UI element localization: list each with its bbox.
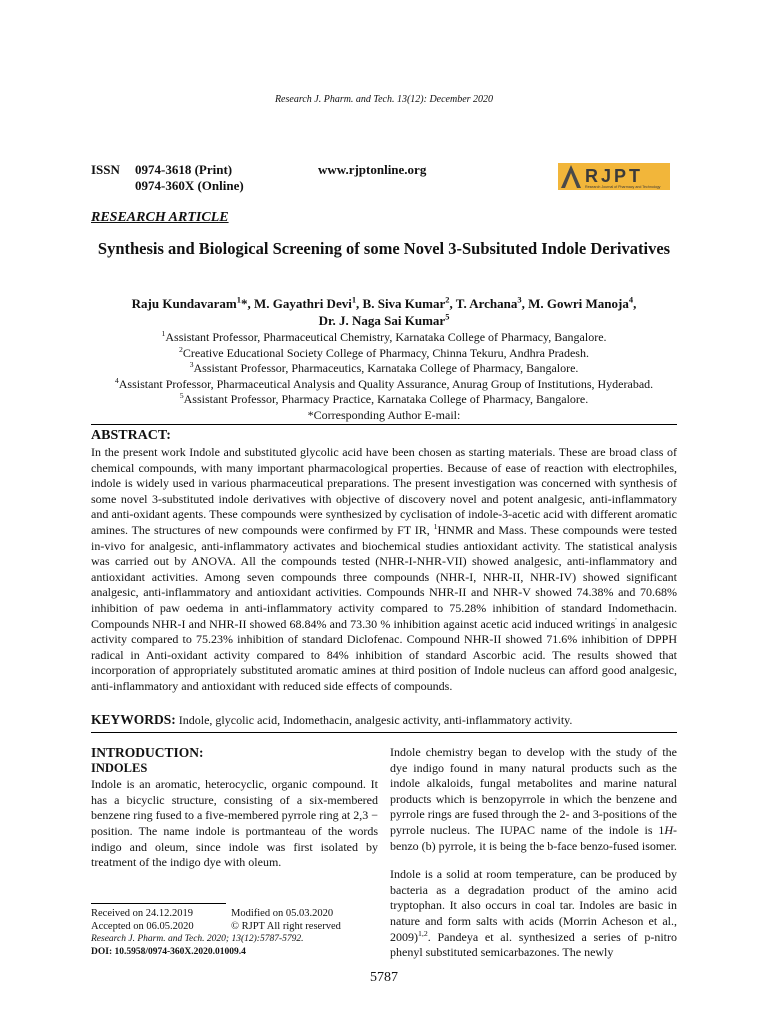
author-name: B. Siva Kumar: [362, 296, 446, 311]
corresponding-author: *Corresponding Author E-mail:: [307, 407, 461, 422]
received-date: Received on 24.12.2019: [91, 908, 194, 919]
intro-paragraph: Indole is an aromatic, heterocyclic, organic compound. It has a bicyclic structure, consisting of a six-membered benzene ring fused to a five-membered pyrrole ring at 2,3 − position. The name indole is portmanteau of the words indigo and oleum, since indole was first isolated by treatment of the indigo dye with oleum.: [91, 777, 378, 870]
running-header: Research J. Pharm. and Tech. 13(12): December 2020: [274, 94, 494, 105]
introduction-heading: INTRODUCTION:: [91, 745, 204, 760]
indole-chemistry-paragraph: Indole chemistry began to develop with the study of the dye indigo found in many natural products such as the indole alkaloids, fungal metabolites and marine natural products which is benzopyrrole in which the benzene and pyrrole rings are fused through the 2- and 3-positions of the pyrrole nucleus. The IUPAC name of the indole is 1H-benzo (b) pyrrole, it is being the b-face benzo-fused isomer.: [390, 745, 677, 853]
author-name: M. Gayathri Devi: [253, 296, 352, 311]
accepted-date: Accepted on 06.05.2020: [91, 920, 194, 932]
author-name: M. Gowri Manoja: [528, 296, 629, 311]
article-history: [91, 908, 381, 958]
abstract-body: In the present work Indole and substituted glycolic acid have been chosen as starting materials. These are broad class of chemical compounds, with many important pharmacological properties. Because of ease of reaction with electrophiles, indole is widely used in various pharmaceutical preparations. The present investigation was concerned with synthesis of some novel 3-substituted indole derivatives with objective of discovery novel and potent analgesic, anti-inflammatory and anti-oxidant agents. These compounds were synthesized by cyclisation of indole-3-acetic acid with different aromatic amines. The structures of new compounds were confirmed by FT IR, $^1$HNMR and Mass. These compounds were tested in-vivo for analgesic, anti-inflammatory activates and biochemical studies antioxidant activity. The statistical analysis was carried out by ANOVA. All the compounds tested (NHR-I-NHR-VII) showed analgesic, anti-inflammatory and antioxidant activities. Among seven compounds three compounds (NHR-I, NHR-II, NHR-IV) showed significant analgesic, anti-inflammatory and antioxidant activities. Compounds NHR-II and NHR-V showed 74.38% and 70.68% inhibition of paw oedema in anti-inflammatory activity compared to 75.28% inhibition of standard Indomethacin. Compounds NHR-I and NHR-II showed 68.84% and 73.30 % inhibition against acetic acid induced writings' in analgesic activity compared to 75.23% inhibition of standard Diclofenac. Compound NHR-II showed 71.6% inhibition of DPPH radical in Anti-oxidant activity compared to 84% inhibition of standard Ascorbic acid. The results showed that incorporation of appropriately substituted aromatic amines at third position of Indole nucleus can afford good analgesic, anti-inflammatory and antioxidant with reduced side effects of compounds.: [91, 445, 678, 693]
author-list: Raju Kundavaram$^1$*, M. Gayathri Devi$^1$, B. Siva Kumar$^2$, T. Archana$^3$, M. Gowri Manoja$^4$, Dr. J. Naga Sai Kumar$^5$: [131, 294, 637, 328]
affiliation: $^3$Assistant Professor, Pharmaceutics, Karnataka College of Pharmacy, Bangalore.: [189, 360, 579, 375]
author-name: Dr. J. Naga Sai Kumar: [318, 313, 446, 328]
issn-print: 0974-3618 (Print): [135, 162, 233, 177]
left-column: [91, 745, 378, 871]
divider: [91, 732, 677, 733]
divider: [91, 424, 677, 425]
journal-website[interactable]: www.rjptonline.org: [318, 162, 427, 177]
keywords-text: Indole, glycolic acid, Indomethacin, analgesic activity, anti-inflammatory activity.: [175, 713, 573, 727]
author-affiliation-mark: 2: [445, 294, 450, 305]
author-name: T. Archana: [455, 296, 518, 311]
keywords-label: KEYWORDS:: [91, 712, 176, 727]
copyright: © RJPT All right reserved: [231, 920, 341, 932]
affiliation: $^4$Assistant Professor, Pharmaceutical Analysis and Quality Assurance, Anurag Group of Institutions, Hyderabad.: [114, 375, 654, 391]
author-affiliation-mark: 1: [351, 294, 357, 305]
author-affiliation-mark: 4: [628, 294, 634, 305]
affiliation: $^5$Assistant Professor, Pharmacy Practice, Karnataka College of Pharmacy, Bangalore.: [179, 391, 589, 406]
abstract-heading: ABSTRACT:: [91, 428, 171, 443]
author-name: Raju Kundavaram: [131, 296, 237, 311]
right-column: [390, 745, 677, 974]
doi[interactable]: DOI: 10.5958/0974-360X.2020.01009.4: [91, 946, 246, 957]
svg-text:RJPT: RJPT: [585, 166, 644, 186]
rjpt-logo-icon: [558, 163, 670, 190]
author-affiliation-mark: 5: [445, 311, 450, 322]
affiliation-list: [60, 330, 708, 423]
modified-date: Modified on 05.03.2020: [231, 908, 334, 919]
indoles-subheading: INDOLES: [91, 760, 148, 775]
author-affiliation-mark: 3: [517, 294, 522, 305]
article-type: RESEARCH ARTICLE: [91, 210, 229, 225]
page-number: 5787: [370, 970, 398, 985]
indole-properties-paragraph: Indole is a solid at room temperature, can be produced by bacteria as a degradation product of the amino acid tryptophan. It also occurs in coal tar. Indoles are basic in nature and form salts with acids (Morrin Acheson et al., 2009)$^{1,2}$. Pandeya et al. synthesized a series of p-nitro phenyl substituted semicarbazones. The newly: [390, 867, 677, 960]
issn-block: [91, 162, 244, 194]
footnote-divider: [91, 903, 226, 904]
issn-online: 0974-360X (Online): [135, 178, 244, 193]
citation: Research J. Pharm. and Tech. 2020; 13(12):5787-5792.: [91, 934, 304, 945]
rjpt-logo: [558, 163, 670, 190]
paper-title: Synthesis and Biological Screening of some Novel 3-Subsituted Indole Derivatives: [97, 239, 671, 258]
keywords: [91, 712, 677, 728]
svg-text:Research Journal of Pharmacy a: Research Journal of Pharmacy and Technology: [585, 185, 661, 189]
author-affiliation-mark: 1: [236, 294, 241, 305]
affiliation: $^1$Assistant Professor, Pharmaceutical Chemistry, Karnataka College of Pharmacy, Bangalore.: [161, 329, 607, 344]
issn-label: ISSN: [91, 162, 120, 177]
affiliation: $^2$Creative Educational Society College of Pharmacy, Chinna Tekuru, Andhra Pradesh.: [179, 344, 589, 360]
